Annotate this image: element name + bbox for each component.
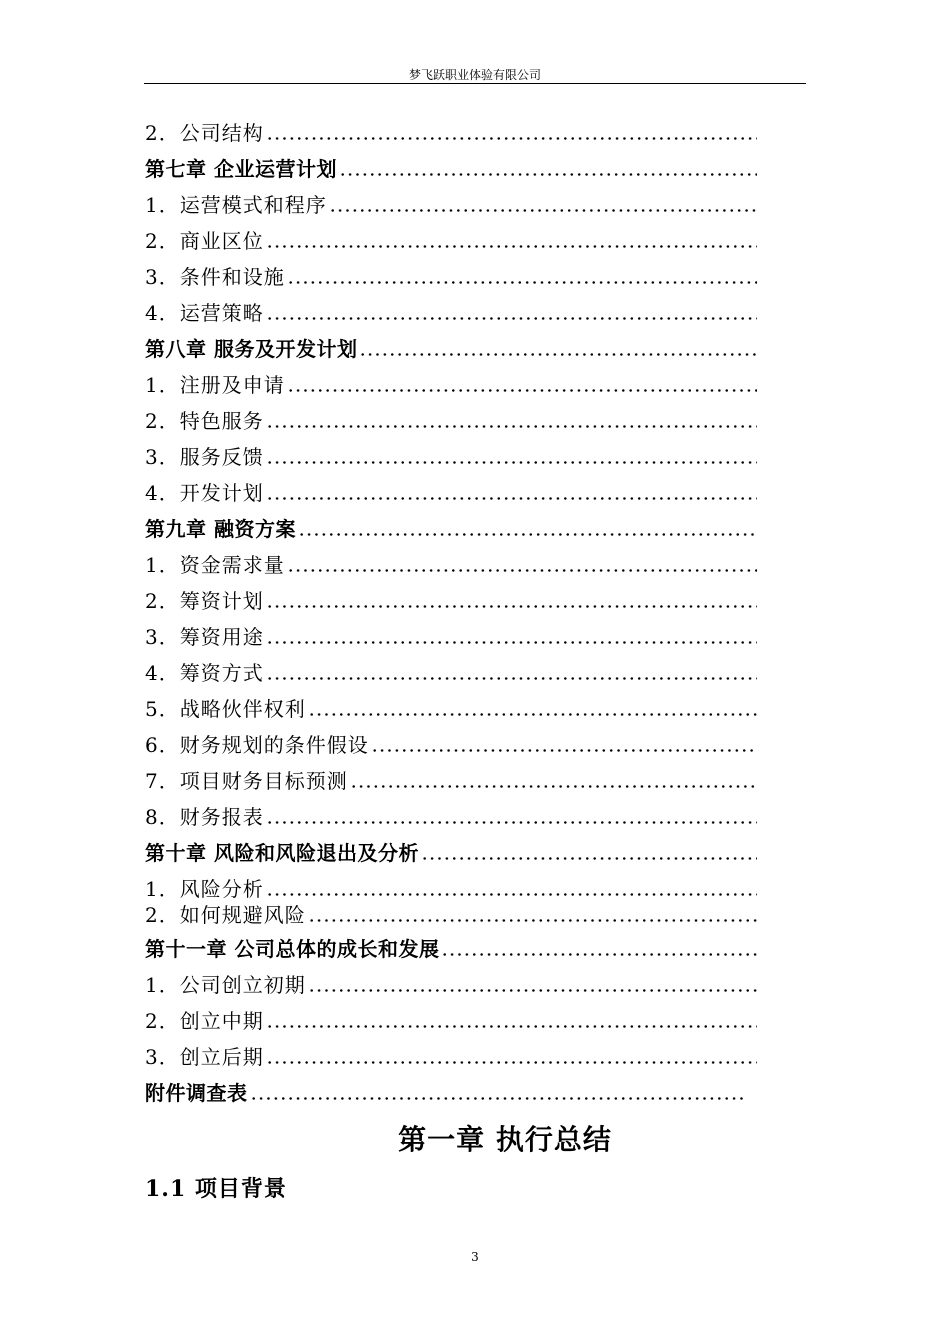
toc-dot-leader [264,586,757,616]
toc-entry-label: 1．公司创立初期 [145,973,306,997]
toc-entry-label: 第八章 服务及开发计划 [145,337,358,361]
toc-dot-leader [285,370,757,400]
toc-entry-label: 1．注册及申请 [145,373,285,397]
page-header: 梦飞跃职业体验有限公司 [408,68,541,82]
toc-entry-label: 第十一章 公司总体的成长和发展 [145,937,440,961]
toc-item-entry [145,802,757,832]
toc-entry-label: 第七章 企业运营计划 [145,157,337,181]
toc-entry-label: 4．筹资方式 [145,661,264,685]
toc-dot-leader [264,442,757,472]
header-divider [144,83,806,84]
toc-dot-leader [296,514,757,544]
toc-entry-label: 8．财务报表 [145,805,264,829]
toc-item-entry [145,118,757,148]
toc-item-entry [145,622,757,652]
toc-entry-label: 2．特色服务 [145,409,264,433]
toc-dot-leader [264,1042,757,1072]
toc-dot-leader [327,190,757,220]
toc-entry-label: 1．风险分析 [145,877,264,901]
toc-entry-label: 1．运营模式和程序 [145,193,327,217]
toc-entry-label: 7．项目财务目标预测 [145,769,348,793]
toc-chapter-entry [145,514,757,544]
toc-dot-leader [306,694,757,724]
toc-dot-leader [357,334,757,364]
toc-dot-leader [264,658,757,688]
toc-item-entry [145,1042,757,1072]
toc-dot-leader [264,226,757,256]
toc-entry-label: 3．创立后期 [145,1045,264,1069]
toc-item-entry [145,406,757,436]
toc-item-entry [145,262,757,292]
toc-item-entry [145,478,757,508]
toc-item-entry [145,730,757,760]
toc-dot-leader [369,730,757,760]
toc-dot-leader [264,298,757,328]
toc-item-entry [145,550,757,580]
toc-dot-leader [337,154,757,184]
toc-dot-leader [264,478,757,508]
toc-entry-label: 2．筹资计划 [145,589,264,613]
toc-entry-label: 1．资金需求量 [145,553,285,577]
toc-item-entry [145,1006,757,1036]
toc-dot-leader [264,622,757,652]
toc-item-entry [145,900,757,930]
toc-chapter-entry [145,334,757,364]
toc-dot-leader [248,1078,746,1108]
toc-entry-label: 第十章 风险和风险退出及分析 [145,841,419,865]
toc-dot-leader [306,900,757,930]
toc-entry-label: 4．运营策略 [145,301,264,325]
toc-entry-label: 3．服务反馈 [145,445,264,469]
toc-dot-leader [264,1006,757,1036]
toc-entry-label: 第九章 融资方案 [145,517,296,541]
toc-chapter-entry [145,934,757,964]
toc-dot-leader [264,406,757,436]
toc-entry-label: 3．筹资用途 [145,625,264,649]
toc-dot-leader [419,838,757,868]
toc-item-entry [145,190,757,220]
toc-item-entry [145,658,757,688]
toc-chapter-entry [145,1078,745,1108]
toc-chapter-entry [145,838,757,868]
toc-dot-leader [264,802,757,832]
toc-entry-label: 4．开发计划 [145,481,264,505]
toc-item-entry [145,586,757,616]
toc-item-entry [145,766,757,796]
toc-dot-leader [285,550,757,580]
toc-item-entry [145,694,757,724]
toc-dot-leader [306,970,757,1000]
page-number: 3 [471,1250,479,1264]
toc-item-entry [145,298,757,328]
toc-entry-label: 附件调查表 [145,1081,248,1105]
section-title: 1.1 项目背景 [145,1176,287,1202]
toc-dot-leader [285,262,757,292]
toc-entry-label: 2．商业区位 [145,229,264,253]
toc-dot-leader [264,118,757,148]
toc-entry-label: 3．条件和设施 [145,265,285,289]
toc-chapter-entry [145,154,757,184]
toc-item-entry [145,442,757,472]
toc-entry-label: 5．战略伙伴权利 [145,697,306,721]
toc-item-entry [145,226,757,256]
toc-item-entry [145,370,757,400]
toc-item-entry [145,970,757,1000]
toc-dot-leader [348,766,757,796]
toc-entry-label: 2．创立中期 [145,1009,264,1033]
chapter-title: 第一章 执行总结 [398,1123,612,1156]
toc-dot-leader [439,934,757,964]
toc-entry-label: 2．如何规避风险 [145,903,306,927]
toc-entry-label: 6．财务规划的条件假设 [145,733,369,757]
toc-entry-label: 2．公司结构 [145,121,264,145]
